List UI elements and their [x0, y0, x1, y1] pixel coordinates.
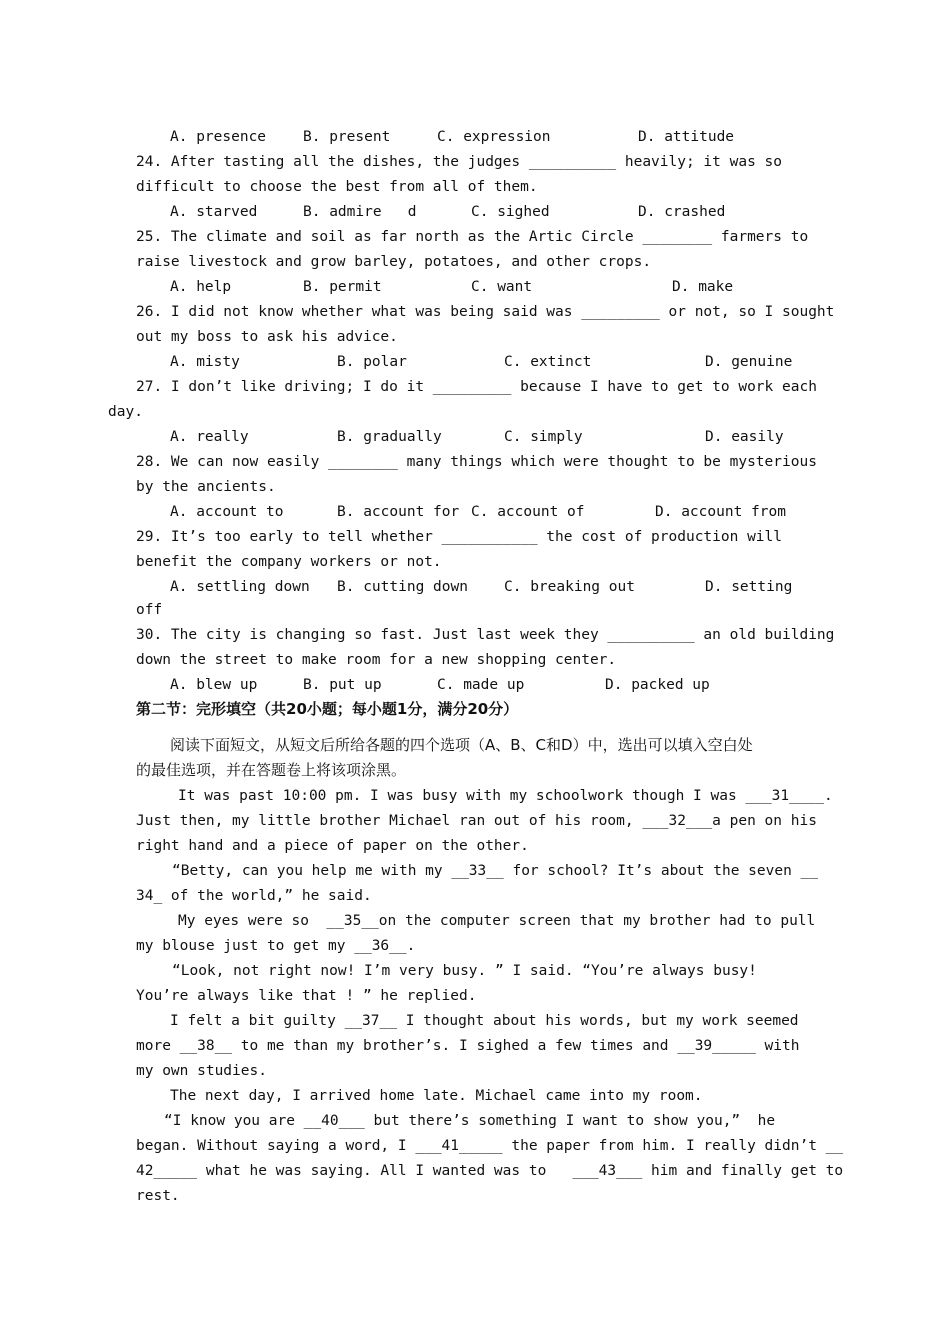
- q29-option-b: B. cutting down: [337, 579, 468, 595]
- q30-stem-line1: 30. The city is changing so fast. Just last week they __________ an old building: [136, 627, 835, 643]
- passage-line-3: right hand and a piece of paper on the other.: [136, 838, 529, 854]
- q25-stem-line2: raise livestock and grow barley, potatoes, and other crops.: [136, 254, 652, 270]
- q25-stem-line1: 25. The climate and soil as far north as the Artic Circle ________ farmers to: [136, 229, 809, 245]
- q28-option-d: D. account from: [655, 504, 786, 520]
- q27-stem-line1: 27. I don’t like driving; I do it _________ because I have to get to work each: [136, 379, 817, 395]
- passage-line-12: my own studies.: [136, 1063, 267, 1079]
- passage-line-5: 34_ of the world,” he said.: [136, 888, 372, 904]
- q26-option-d: D. genuine: [705, 354, 793, 370]
- q30-option-d: D. packed up: [605, 677, 710, 693]
- q28-stem-line2: by the ancients.: [136, 479, 276, 495]
- q28-stem-line1: 28. We can now easily ________ many things which were thought to be mysterious: [136, 454, 817, 470]
- q26-option-a: A. misty: [170, 354, 240, 370]
- q23-option-d: D. attitude: [638, 129, 735, 145]
- passage-line-13: The next day, I arrived home late. Michael came into my room.: [170, 1088, 703, 1104]
- q30-option-a: A. blew up: [170, 677, 258, 693]
- section-heading: 第二节：完形填空（共20小题；每小题1分，满分20分）: [136, 700, 519, 718]
- q27-option-b: B. gradually: [337, 429, 442, 445]
- q28-option-c: C. account of: [471, 504, 585, 520]
- q25-option-c: C. want: [471, 279, 533, 295]
- q23-option-c: C. expression: [437, 129, 551, 145]
- q28-option-a: A. account to: [170, 504, 284, 520]
- passage-line-11: more __38__ to me than my brother’s. I sighed a few times and __39_____ with: [136, 1038, 800, 1054]
- section-instructions-line2: 的最佳选项，并在答题卷上将该项涂黑。: [136, 761, 407, 779]
- passage-line-2: Just then, my little brother Michael ran out of his room, ___32___a pen on his: [136, 813, 817, 829]
- passage-line-15: began. Without saying a word, I ___41_____ the paper from him. I really didn’t __: [136, 1138, 844, 1154]
- q27-option-d: D. easily: [705, 429, 784, 445]
- q24-option-a: A. starved: [170, 204, 258, 220]
- q24-stem-line2: difficult to choose the best from all of them.: [136, 179, 538, 195]
- q29-stem-line1: 29. It’s too early to tell whether ___________ the cost of production will: [136, 529, 783, 545]
- q24-stem-line1: 24. After tasting all the dishes, the judges __________ heavily; it was so: [136, 154, 783, 170]
- passage-line-16: 42_____ what he was saying. All I wanted was to ___43___ him and finally get to: [136, 1163, 844, 1179]
- passage-line-9: You’re always like that ! ” he replied.: [136, 988, 477, 1004]
- q23-option-a: A. presence: [170, 129, 267, 145]
- q29-option-d-wrap: off: [136, 602, 163, 618]
- section-instructions-line1: 阅读下面短文，从短文后所给各题的四个选项（A、B、C和D）中，选出可以填入空白处: [170, 736, 753, 754]
- q23-option-b: B. present: [303, 129, 391, 145]
- q29-option-a: A. settling down: [170, 579, 310, 595]
- q27-option-a: A. really: [170, 429, 249, 445]
- q30-option-c: C. made up: [437, 677, 525, 693]
- q25-option-d: D. make: [672, 279, 734, 295]
- passage-line-6: My eyes were so __35__on the computer screen that my brother had to pull: [178, 913, 816, 929]
- passage-line-10: I felt a bit guilty __37__ I thought about his words, but my work seemed: [170, 1013, 799, 1029]
- passage-line-17: rest.: [136, 1188, 180, 1204]
- q26-stem-line1: 26. I did not know whether what was being said was _________ or not, so I sought: [136, 304, 835, 320]
- passage-line-14: “I know you are __40___ but there’s something I want to show you,” he: [164, 1113, 776, 1129]
- q30-option-b: B. put up: [303, 677, 382, 693]
- q30-stem-line2: down the street to make room for a new shopping center.: [136, 652, 617, 668]
- q26-option-b: B. polar: [337, 354, 407, 370]
- q25-option-a: A. help: [170, 279, 232, 295]
- q29-option-c: C. breaking out: [504, 579, 635, 595]
- q28-option-b: B. account for: [337, 504, 460, 520]
- passage-line-8: “Look, not right now! I’m very busy. ” I said. “You’re always busy!: [172, 963, 757, 979]
- q24-option-b: B. admire d: [303, 204, 417, 220]
- q26-option-c: C. extinct: [504, 354, 592, 370]
- q24-option-c: C. sighed: [471, 204, 550, 220]
- q25-option-b: B. permit: [303, 279, 382, 295]
- q24-option-d: D. crashed: [638, 204, 726, 220]
- q29-stem-line2: benefit the company workers or not.: [136, 554, 442, 570]
- q26-stem-line2: out my boss to ask his advice.: [136, 329, 398, 345]
- q27-stem-line2: day.: [108, 404, 143, 420]
- passage-line-7: my blouse just to get my __36__.: [136, 938, 416, 954]
- passage-line-4: “Betty, can you help me with my __33__ for school? It’s about the seven __: [172, 863, 819, 879]
- q27-option-c: C. simply: [504, 429, 583, 445]
- q29-option-d: D. setting: [705, 579, 793, 595]
- passage-line-1: It was past 10:00 pm. I was busy with my schoolwork though I was ___31____.: [178, 788, 833, 804]
